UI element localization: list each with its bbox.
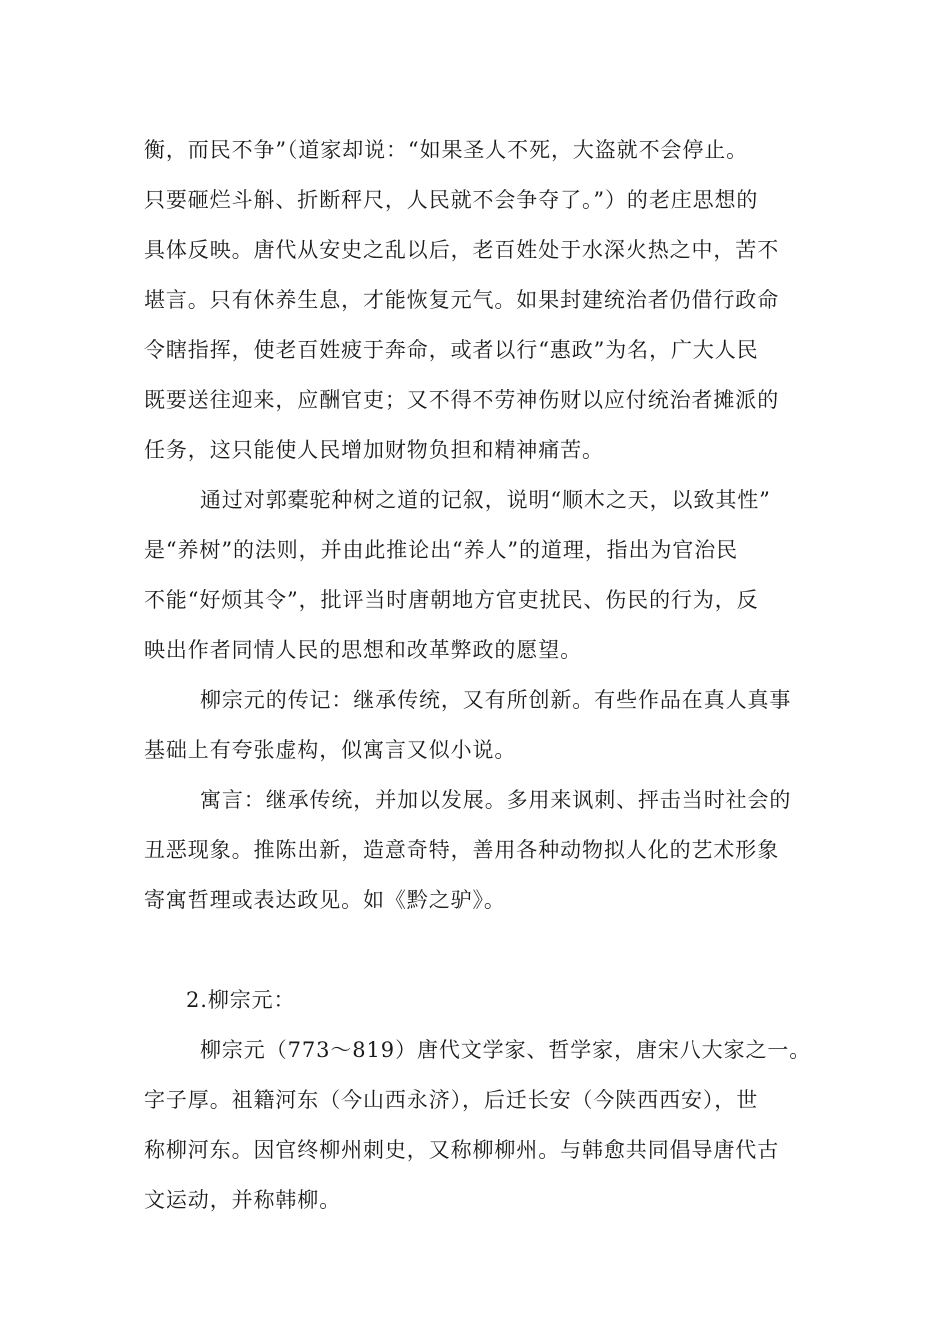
paragraph-line: 令瞎指挥，使老百姓疲于奔命，或者以行“惠政”为名，广大人民 bbox=[144, 338, 759, 362]
paragraph-line: 寓言：继承传统，并加以发展。多用来讽刺、抨击当时社会的 bbox=[200, 788, 792, 812]
paragraph-line: 只要砸烂斗斛、折断秤尺，人民就不会争夺了。”）的老庄思想的 bbox=[144, 188, 759, 212]
section-heading: 2.柳宗元： bbox=[186, 988, 296, 1012]
paragraph-line: 通过对郭橐驼种树之道的记叙，说明“顺木之天，以致其性” bbox=[200, 488, 771, 512]
paragraph-line: 柳宗元（773～819）唐代文学家、哲学家，唐宋八大家之一。 bbox=[200, 1038, 812, 1062]
paragraph-line: 柳宗元的传记：继承传统，又有所创新。有些作品在真人真事 bbox=[200, 688, 792, 712]
paragraph-line: 既要送往迎来，应酬官吏；又不得不劳神伤财以应付统治者摊派的 bbox=[144, 388, 780, 412]
paragraph-line: 具体反映。唐代从安史之乱以后，老百姓处于水深火热之中，苦不 bbox=[144, 238, 780, 262]
paragraph-line: 不能“好烦其令”，批评当时唐朝地方官吏扰民、伤民的行为，反 bbox=[144, 588, 759, 612]
paragraph-line: 文运动，并称韩柳。 bbox=[144, 1188, 342, 1212]
paragraph-line: 丑恶现象。推陈出新，造意奇特，善用各种动物拟人化的艺术形象 bbox=[144, 838, 780, 862]
paragraph-line: 映出作者同情人民的思想和改革弊政的愿望。 bbox=[144, 638, 582, 662]
paragraph-line: 堪言。只有休养生息，才能恢复元气。如果封建统治者仍借行政命 bbox=[144, 288, 780, 312]
paragraph-line: 称柳河东。因官终柳州刺史，又称柳柳州。与韩愈共同倡导唐代古 bbox=[144, 1138, 780, 1162]
paragraph-line: 衡，而民不争”（道家却说：“如果圣人不死，大盗就不会停止。 bbox=[144, 138, 749, 162]
paragraph-line: 基础上有夸张虚构，似寓言又似小说。 bbox=[144, 738, 517, 762]
paragraph-line: 是“养树”的法则，并由此推论出“养人”的道理，指出为官治民 bbox=[144, 538, 739, 562]
paragraph-line: 寄寓哲理或表达政见。如《黔之驴》。 bbox=[144, 888, 506, 912]
paragraph-line: 字子厚。祖籍河东（今山西永济），后迁长安（今陕西西安），世 bbox=[144, 1088, 759, 1112]
paragraph-line: 任务，这只能使人民增加财物负担和精神痛苦。 bbox=[144, 438, 604, 462]
